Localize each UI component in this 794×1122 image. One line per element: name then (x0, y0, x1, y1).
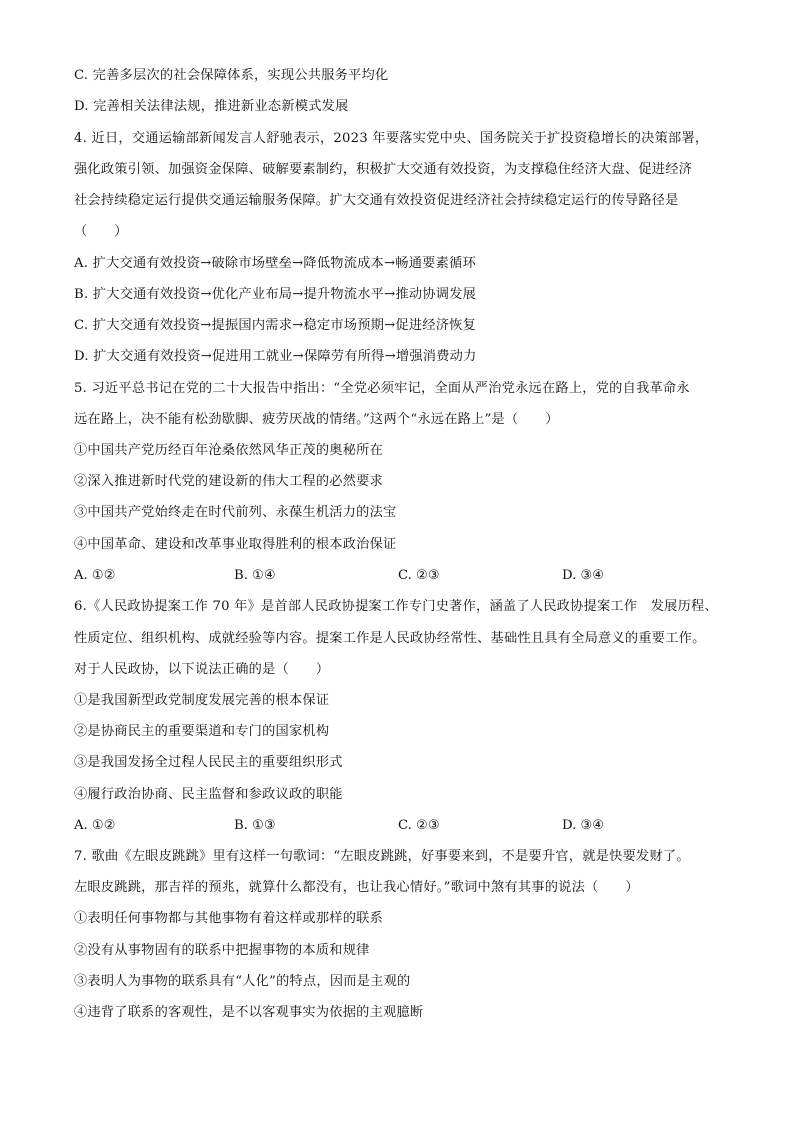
q5-stem-line-2: 远在路上，决不能有松劲歇脚、疲劳厌战的情绪。”这两个“永远在路上”是（ ） (74, 412, 559, 427)
q6-choice-b: B. ①③ (234, 818, 276, 833)
q7-item-1: ①表明任何事物都与其他事物有着这样或那样的联系 (74, 911, 384, 926)
q5-choice-a: A. ①② (74, 568, 116, 583)
q5-choice-c: C. ②③ (398, 568, 440, 583)
q4-stem-line-3: 社会持续稳定运行提供交通运输服务保障。扩大交通有效投资促进经济社会持续稳定运行的传导路径是 (74, 193, 679, 208)
q5-choice-d: D. ③④ (562, 568, 605, 583)
q6-stem-line-2: 性质定位、组织机构、成就经验等内容。提案工作是人民政协经常性、基础性且具有全局意义的重要工作。 (74, 631, 706, 646)
q7-item-2: ②没有从事物固有的联系中把握事物的本质和规律 (74, 943, 370, 958)
q7-item-4: ④违背了联系的客观性，是不以客观事实为依据的主观臆断 (74, 1005, 424, 1020)
q6-choices (74, 817, 714, 835)
q6-item-3: ③是我国发扬全过程人民民主的重要组织形式 (74, 755, 343, 770)
q4-answer-blank: （ ） (74, 224, 128, 239)
q5-choice-b: B. ①④ (234, 568, 276, 583)
q5-item-1: ①中国共产党历经百年沧桑依然风华正茂的奥秘所在 (74, 443, 384, 458)
q5-choices (74, 567, 714, 585)
q5-stem-line-1: 5. 习近平总书记在党的二十大报告中指出：“全党必须牢记，全面从严治党永远在路上，党的自我革命永 (74, 381, 690, 396)
q6-item-2: ②是协商民主的重要渠道和专门的国家机构 (74, 724, 330, 739)
q6-item-1: ①是我国新型政党制度发展完善的根本保证 (74, 693, 330, 708)
q4-stem-line-2: 强化政策引领、加强资金保障、破解要素制约，积极扩大交通有效投资，为支撑稳住经济大盘、促进经济 (74, 162, 693, 177)
q4-stem-line-1: 4. 近日，交通运输部新闻发言人舒驰表示，2023 年要落实党中央、国务院关于扩投资稳增长的决策部署， (74, 131, 709, 146)
q4-option-a: A. 扩大交通有效投资→破除市场壁垒→降低物流成本→畅通要素循环 (74, 256, 476, 271)
q3-option-c: C. 完善多层次的社会保障体系，实现公共服务平均化 (74, 68, 389, 83)
q4-option-c: C. 扩大交通有效投资→提振国内需求→稳定市场预期→促进经济恢复 (74, 318, 477, 333)
q7-stem-line-2: 左眼皮跳跳，那吉祥的预兆，就算什么都没有，也让我心情好。”歌词中煞有其事的说法（ ） (74, 880, 639, 895)
q4-option-d: D. 扩大交通有效投资→促进用工就业→保障劳有所得→增强消费动力 (74, 349, 477, 364)
q7-stem-line-1: 7. 歌曲《左眼皮跳跳》里有这样一句歌词：“左眼皮跳跳，好事要来到，不是要升官，就是快要发财了。 (74, 849, 690, 864)
q5-item-2: ②深入推进新时代党的建设新的伟大工程的必然要求 (74, 474, 384, 489)
q6-stem-line-1: 6.《人民政协提案工作 70 年》是首部人民政协提案工作专门史著作，涵盖了人民政协提案工作 发展历程、 (74, 599, 718, 614)
q5-item-4: ④中国革命、建设和改革事业取得胜利的根本政治保证 (74, 537, 397, 552)
q3-option-d: D. 完善相关法律法规，推进新业态新模式发展 (74, 99, 349, 114)
q7-item-3: ③表明人为事物的联系具有“人化”的特点，因而是主观的 (74, 974, 411, 989)
q6-item-4: ④履行政治协商、民主监督和参政议政的职能 (74, 787, 343, 802)
q6-choice-d: D. ③④ (562, 818, 605, 833)
q6-choice-c: C. ②③ (398, 818, 440, 833)
q6-stem-line-3: 对于人民政协，以下说法正确的是（ ） (74, 662, 330, 677)
q4-option-b: B. 扩大交通有效投资→优化产业布局→提升物流水平→推动协调发展 (74, 287, 477, 302)
q6-choice-a: A. ①② (74, 818, 116, 833)
q5-item-3: ③中国共产党始终走在时代前列、永葆生机活力的法宝 (74, 505, 397, 520)
